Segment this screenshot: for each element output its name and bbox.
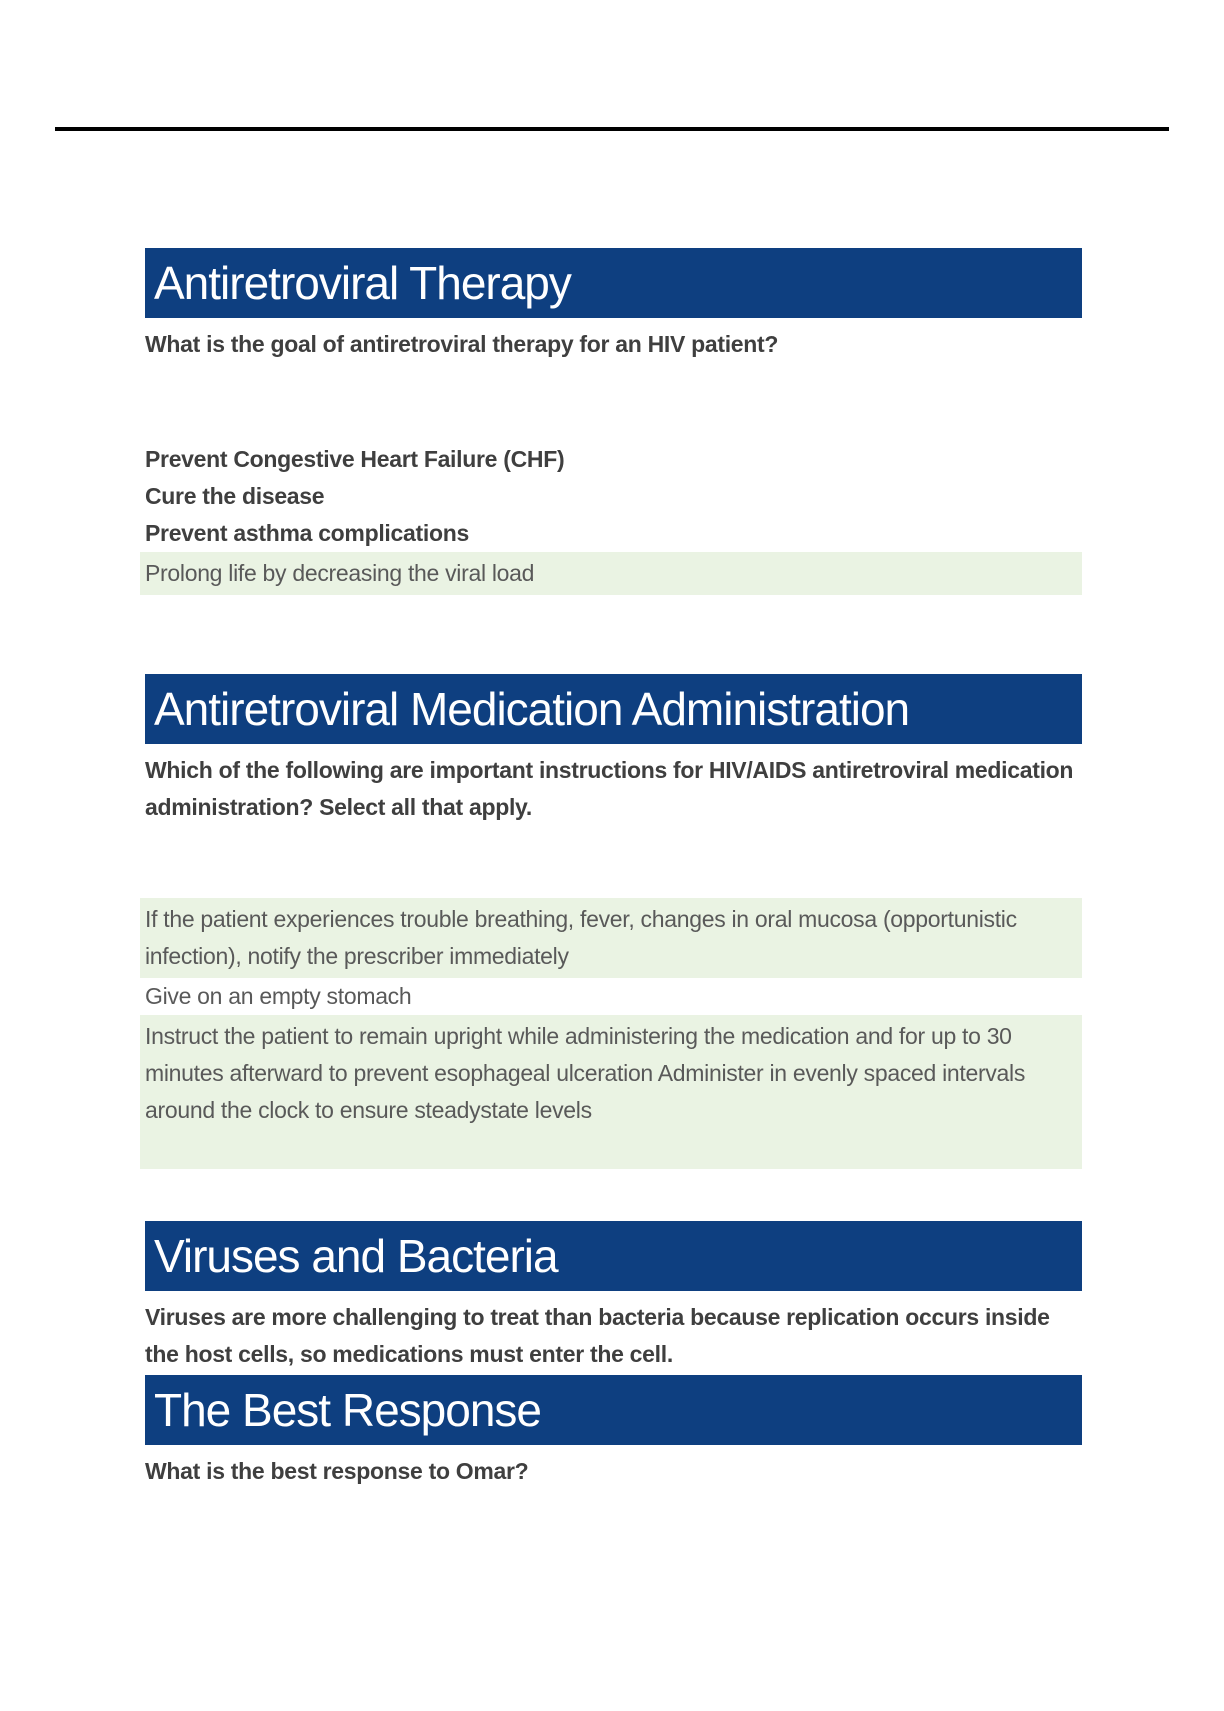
- answer-option: Give on an empty stomach: [145, 983, 412, 1009]
- section-title: The Best Response: [154, 1384, 542, 1436]
- statement-text: Viruses are more challenging to treat than bacteria because replication occurs inside the host cells, so medications must enter the cell.: [145, 1304, 1050, 1367]
- section-header-bar: [145, 1221, 1082, 1291]
- section-viruses-and-bacteria: [145, 1221, 1082, 1373]
- answer-option: Cure the disease: [145, 483, 325, 509]
- section-title: Viruses and Bacteria: [154, 1230, 558, 1282]
- answer-option-highlighted: Prolong life by decreasing the viral load: [140, 552, 1082, 595]
- answer-options: [145, 898, 1082, 1169]
- answer-option-highlighted: If the patient experiences trouble breathing, fever, changes in oral mucosa (opportunistic infection), notify the prescriber immediately: [140, 898, 1082, 978]
- horizontal-rule: [55, 127, 1169, 131]
- question-text: What is the best response to Omar?: [145, 1458, 529, 1484]
- answer-option: Prevent asthma complications: [145, 520, 469, 546]
- section-the-best-response: [145, 1375, 1082, 1490]
- answer-option-highlighted: Instruct the patient to remain upright while administering the medication and for up to 30 minutes afterward to prevent esophageal ulceration Administer in evenly spaced intervals around the clock to ensure steadystate levels: [140, 1015, 1082, 1169]
- answer-option: Prevent Congestive Heart Failure (CHF): [145, 446, 565, 472]
- section-header-bar: [145, 248, 1082, 318]
- section-header-bar: [145, 674, 1082, 744]
- document-content: [145, 248, 1082, 1490]
- question-text: What is the goal of antiretroviral therapy for an HIV patient?: [145, 331, 779, 357]
- section-header-bar: [145, 1375, 1082, 1445]
- section-antiretroviral-medication-administration: [145, 674, 1082, 1169]
- section-antiretroviral-therapy: [145, 248, 1082, 595]
- answer-options: [145, 441, 1082, 595]
- question-text: Which of the following are important instructions for HIV/AIDS antiretroviral medication administration? Select all that apply.: [145, 757, 1074, 820]
- section-title: Antiretroviral Medication Administration: [154, 683, 910, 735]
- section-title: Antiretroviral Therapy: [154, 257, 571, 309]
